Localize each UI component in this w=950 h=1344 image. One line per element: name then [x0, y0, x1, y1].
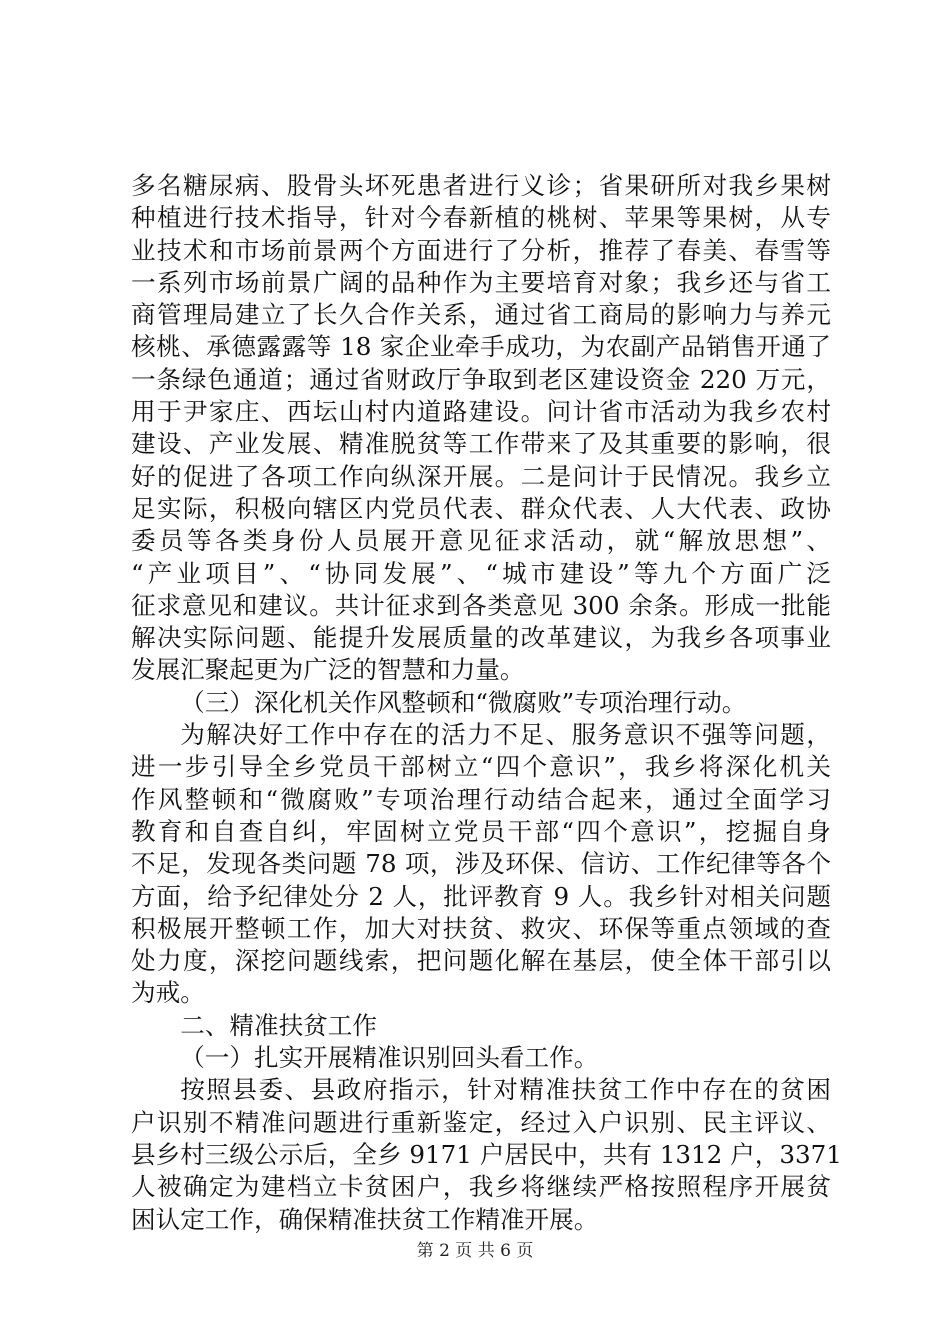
text-line: 业技术和市场前景两个方面进行了分析，推荐了春美、春雪等 [131, 235, 831, 265]
text-line: 用于尹家庄、西坛山村内道路建设。问计省市活动为我乡农村 [131, 397, 831, 427]
text-line: 方面，给予纪律处分 2 人，批评教育 9 人。我乡针对相关问题 [131, 881, 831, 911]
text-line: 发展汇聚起更为广泛的智慧和力量。 [131, 655, 525, 685]
text-line: 进一步引导全乡党员干部树立“四个意识”，我乡将深化机关 [131, 752, 831, 782]
text-line: 人被确定为建档立卡贫困户，我乡将继续严格按照程序开展贫 [131, 1172, 831, 1202]
text-line: 一条绿色通道；通过省财政厅争取到老区建设资金 220 万元， [131, 364, 831, 394]
text-line: 多名糖尿病、股骨头坏死患者进行义诊；省果研所对我乡果树 [131, 171, 831, 200]
text-line: （三）深化机关作风整顿和“微腐败”专项治理行动。 [180, 687, 747, 717]
text-line: （一）扎实开展精准识别回头看工作。 [180, 1043, 599, 1073]
text-line: 县乡村三级公示后，全乡 9171 户居民中，共有 1312 户，3371 [131, 1139, 842, 1169]
text-line: “产业项目”、“协同发展”、“城市建设”等九个方面广泛 [131, 558, 831, 588]
text-line: 处力度，深挖问题线索，把问题化解在基层，使全体干部引以 [131, 946, 831, 976]
text-line: 解决实际问题、能提升发展质量的改革建议，为我乡各项事业 [131, 623, 831, 653]
text-line: 足实际，积极向辖区内党员代表、群众代表、人大代表、政协 [131, 493, 831, 523]
text-line: 商管理局建立了长久合作关系，通过省工商局的影响力与养元 [131, 300, 831, 330]
text-line: 教育和自查自纠，牢固树立党员干部“四个意识”，挖掘自身 [131, 816, 831, 846]
text-line: 困认定工作，确保精准扶贫工作精准开展。 [131, 1204, 599, 1234]
text-line: 按照县委、县政府指示，针对精准扶贫工作中存在的贫困 [180, 1075, 831, 1105]
text-line: 核桃、承德露露等 18 家企业牵手成功，为农副产品销售开通了 [131, 332, 831, 362]
text-line: 二、精准扶贫工作 [180, 1010, 377, 1040]
text-line: 为解决好工作中存在的活力不足、服务意识不强等问题， [180, 720, 831, 750]
text-line: 为戒。 [131, 978, 205, 1008]
page-footer: 第 2 页 共 6 页 [416, 1241, 534, 1261]
text-line: 建设、产业发展、精准脱贫等工作带来了及其重要的影响，很 [131, 429, 831, 459]
text-line: 作风整顿和“微腐败”专项治理行动结合起来，通过全面学习 [131, 784, 831, 814]
text-line: 好的促进了各项工作向纵深开展。二是问计于民情况。我乡立 [131, 461, 831, 491]
text-line: 征求意见和建议。共计征求到各类意见 300 余条。形成一批能 [131, 590, 831, 620]
text-line: 种植进行技术指导，针对今春新植的桃树、苹果等果树，从专 [131, 203, 831, 233]
text-line: 户识别不精准问题进行重新鉴定，经过入户识别、民主评议、 [131, 1107, 831, 1137]
text-line: 积极展开整顿工作，加大对扶贫、救灾、环保等重点领域的查 [131, 913, 831, 943]
document-body [131, 170, 842, 1236]
text-line: 一系列市场前景广阔的品种作为主要培育对象；我乡还与省工 [131, 267, 831, 297]
text-line: 不足，发现各类问题 78 项，涉及环保、信访、工作纪律等各个 [131, 849, 831, 879]
text-line: 委员等各类身份人员展开意见征求活动，就“解放思想”、 [131, 526, 831, 556]
